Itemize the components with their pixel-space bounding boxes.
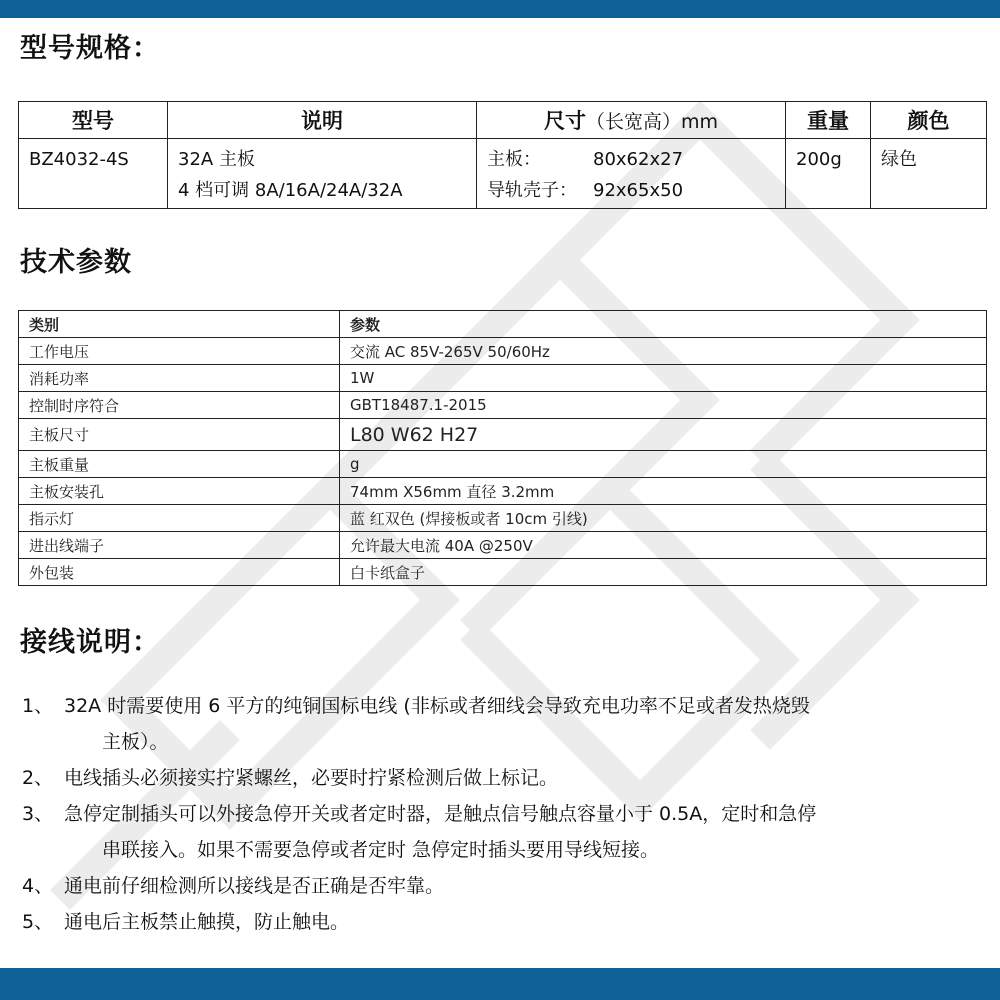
tech-row: [19, 478, 987, 505]
tech-value: L80 W62 H27: [340, 419, 987, 451]
header-description: 说明: [168, 102, 477, 139]
tech-row: [19, 559, 987, 586]
tech-row: [19, 365, 987, 392]
tech-category: 工作电压: [19, 338, 340, 365]
spec-section-title: 型号规格：: [20, 33, 160, 64]
cell-size: [477, 139, 786, 209]
tech-value: 1W: [340, 365, 987, 392]
spec-table-row: [19, 139, 987, 209]
tech-value: g: [340, 451, 987, 478]
spec-table-header: [19, 102, 987, 139]
note-text: 通电后主板禁止触摸，防止触电。: [64, 911, 350, 933]
note-text-cont: 主板）。: [102, 731, 169, 753]
list-item: [22, 760, 982, 796]
tech-row: [19, 451, 987, 478]
desc-line-2: 4 档可调 8A/16A/24A/32A: [178, 180, 403, 201]
tech-row: [19, 419, 987, 451]
header-color: 颜色: [871, 102, 987, 139]
wiring-section-title: 接线说明：: [20, 627, 160, 658]
header-size-label: 尺寸: [543, 109, 586, 133]
cell-description: [168, 139, 477, 209]
tech-category: 指示灯: [19, 505, 340, 532]
spec-table: [18, 101, 987, 209]
tech-value: 蓝 红双色 (焊接板或者 10cm 引线): [340, 505, 987, 532]
tech-value: 交流 AC 85V-265V 50/60Hz: [340, 338, 987, 365]
tech-value: 74mm X56mm 直径 3.2mm: [340, 478, 987, 505]
tech-value: GBT18487.1-2015: [340, 392, 987, 419]
tech-row: [19, 532, 987, 559]
header-weight: 重量: [786, 102, 871, 139]
tech-category: 消耗功率: [19, 365, 340, 392]
list-item: [22, 796, 982, 868]
list-item: [22, 904, 982, 940]
note-text-cont: 串联接入。如果不需要急停或者定时 急停定时插头要用导线短接。: [102, 839, 660, 861]
header-size: [477, 102, 786, 139]
size-label-rail: 导轨壳子：: [487, 180, 577, 201]
note-number: 2、: [22, 767, 54, 789]
size-value-rail: 92x65x50: [593, 180, 684, 201]
tech-category: 进出线端子: [19, 532, 340, 559]
header-size-unit: （长宽高）mm: [585, 111, 719, 133]
tech-category: 主板重量: [19, 451, 340, 478]
tech-header-param: 参数: [340, 311, 987, 338]
note-text: 急停定制插头可以外接急停开关或者定时器，是触点信号触点容量小于 0.5A，定时和急停: [64, 803, 817, 825]
tech-header-category: 类别: [19, 311, 340, 338]
wiring-notes-list: [22, 688, 982, 940]
tech-table: [18, 310, 987, 586]
tech-value: 白卡纸盒子: [340, 559, 987, 586]
tech-section-title: 技术参数: [20, 247, 132, 278]
bottom-color-bar: [0, 968, 1000, 1000]
note-number: 3、: [22, 803, 54, 825]
tech-category: 控制时序符合: [19, 392, 340, 419]
header-model: 型号: [19, 102, 168, 139]
top-color-bar: [0, 0, 1000, 18]
list-item: [22, 688, 982, 760]
note-number: 1、: [22, 695, 54, 717]
tech-row: [19, 338, 987, 365]
note-text: 32A 时需要使用 6 平方的纯铜国标电线 (非标或者细线会导致充电功率不足或者发热烧毁: [64, 695, 810, 717]
note-number: 4、: [22, 875, 54, 897]
size-label-board: 主板：: [487, 149, 541, 170]
note-text: 电线插头必须接实拧紧螺丝，必要时拧紧检测后做上标记。: [64, 767, 559, 789]
size-value-board: 80x62x27: [593, 149, 684, 170]
note-number: 5、: [22, 911, 54, 933]
cell-model: BZ4032-4S: [19, 139, 168, 209]
tech-table-header: [19, 311, 987, 338]
tech-row: [19, 392, 987, 419]
tech-category: 外包装: [19, 559, 340, 586]
desc-line-1: 32A 主板: [178, 149, 255, 170]
tech-category: 主板尺寸: [19, 419, 340, 451]
cell-color: 绿色: [871, 139, 987, 209]
tech-value: 允许最大电流 40A @250V: [340, 532, 987, 559]
note-text: 通电前仔细检测所以接线是否正确是否牢靠。: [64, 875, 445, 897]
tech-category: 主板安装孔: [19, 478, 340, 505]
list-item: [22, 868, 982, 904]
tech-row: [19, 505, 987, 532]
cell-weight: 200g: [786, 139, 871, 209]
